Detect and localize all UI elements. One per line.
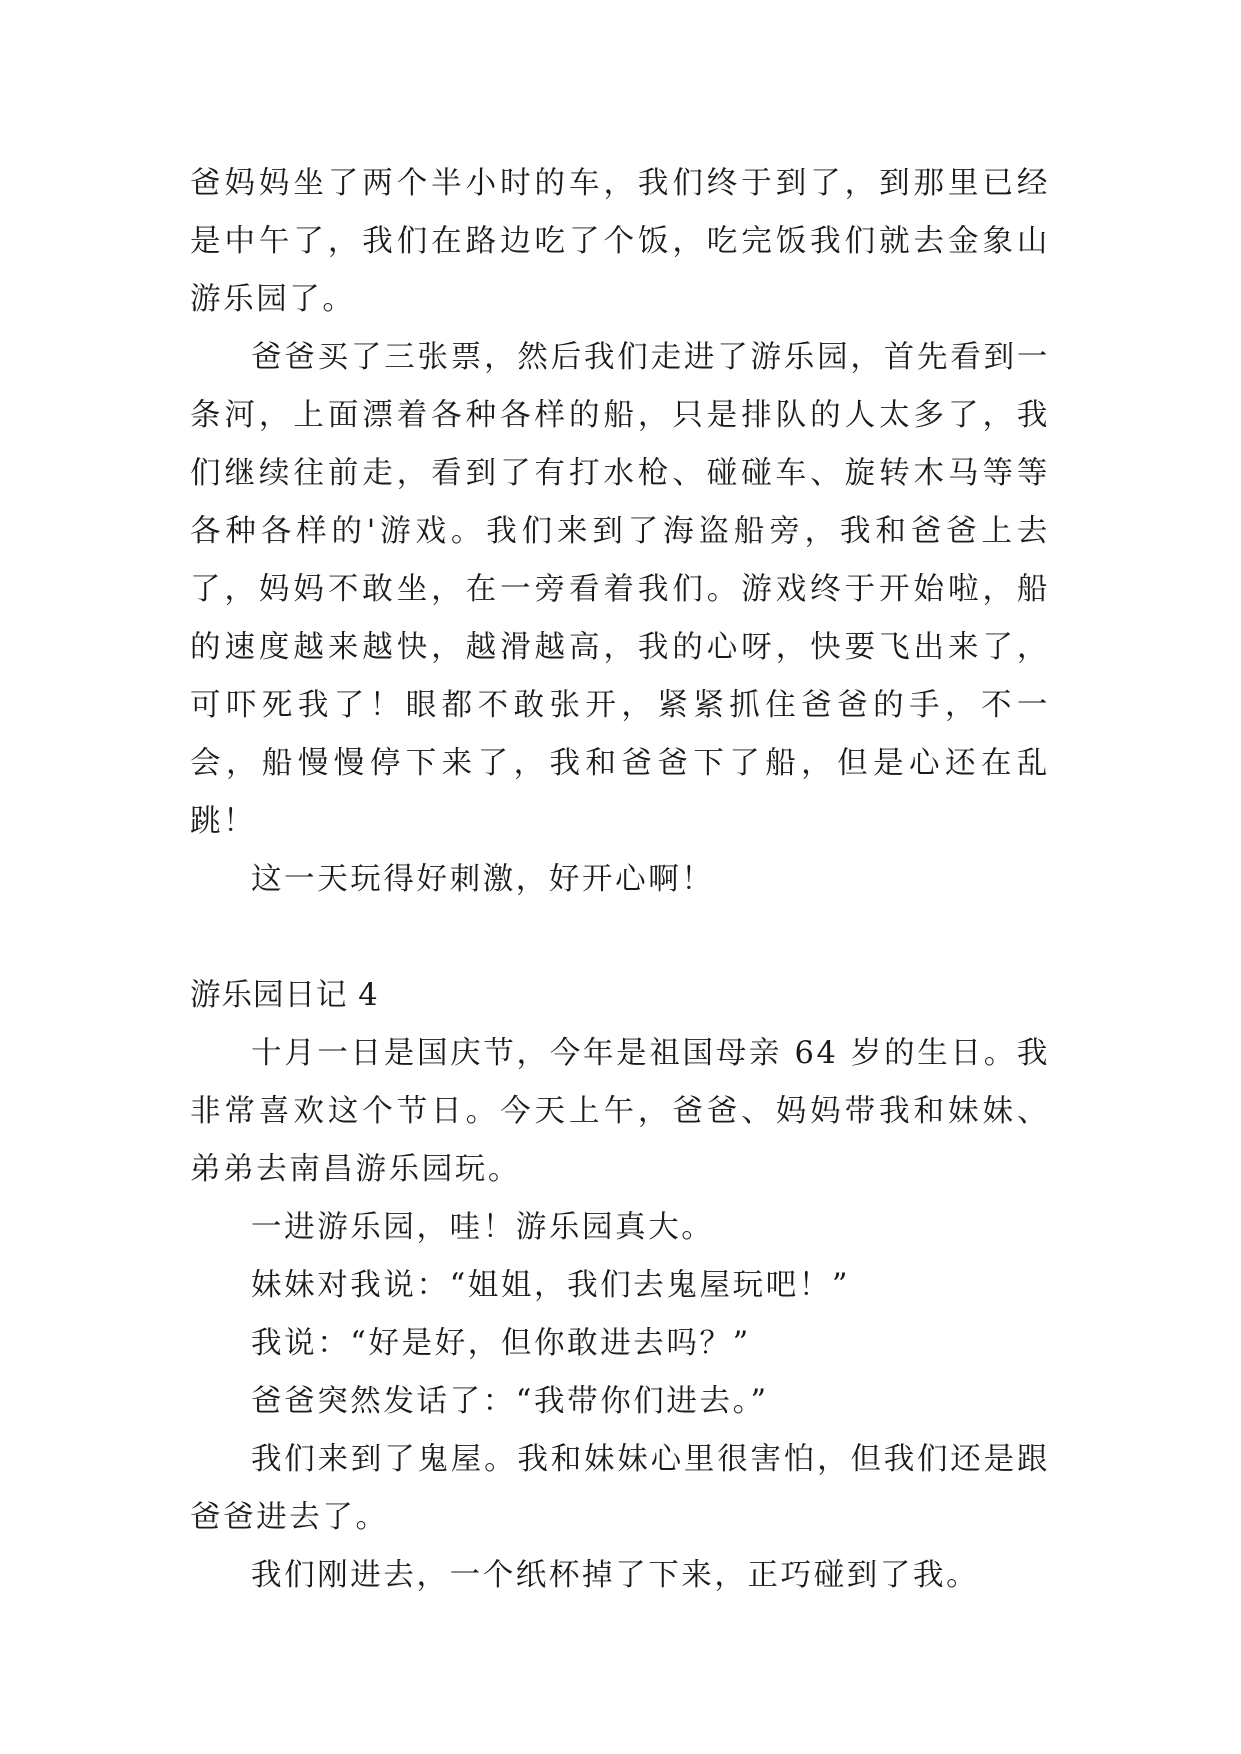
paragraph: 我们刚进去，一个纸杯掉了下来，正巧碰到了我。 (251, 1558, 980, 1593)
article-title: 游乐园日记 4 (190, 978, 379, 1013)
paragraph: 爸爸突然发话了：“我带你们进去。” (251, 1384, 769, 1419)
paragraph: 爸妈妈坐了两个半小时的车，我们终于到了，到那里已经是中午了，我们在路边吃了个饭，吃完饭我们就去金象山游乐园了。 (190, 166, 1050, 317)
paragraph: 我说：“好是好，但你敢进去吗？” (251, 1326, 751, 1361)
document-body (190, 155, 1050, 1605)
paragraph: 妹妹对我说：“姐姐，我们去鬼屋玩吧！” (251, 1268, 851, 1303)
section-gap (190, 909, 1050, 967)
paragraph: 一进游乐园，哇！游乐园真大。 (251, 1210, 715, 1245)
paragraph: 我们来到了鬼屋。我和妹妹心里很害怕，但我们还是跟爸爸进去了。 (190, 1442, 1050, 1535)
paragraph: 十月一日是国庆节，今年是祖国母亲 64 岁的生日。我非常喜欢这个节日。今天上午，爸爸、妈妈带我和妹妹、弟弟去南昌游乐园玩。 (190, 1036, 1050, 1187)
paragraph: 这一天玩得好刺激，好开心啊！ (251, 862, 715, 897)
paragraph: 爸爸买了三张票，然后我们走进了游乐园，首先看到一条河，上面漂着各种各样的船，只是排队的人太多了，我们继续往前走，看到了有打水枪、碰碰车、旋转木马等等各种各样的'游戏。我们来到了海盗船旁，我和爸爸上去了，妈妈不敢坐，在一旁看着我们。游戏终于开始啦，船的速度越来越快，越滑越高，我的心呀，快要飞出来了，可吓死我了！眼都不敢张开，紧紧抓住爸爸的手，不一会，船慢慢停下来了，我和爸爸下了船，但是心还在乱跳！ (190, 340, 1050, 839)
